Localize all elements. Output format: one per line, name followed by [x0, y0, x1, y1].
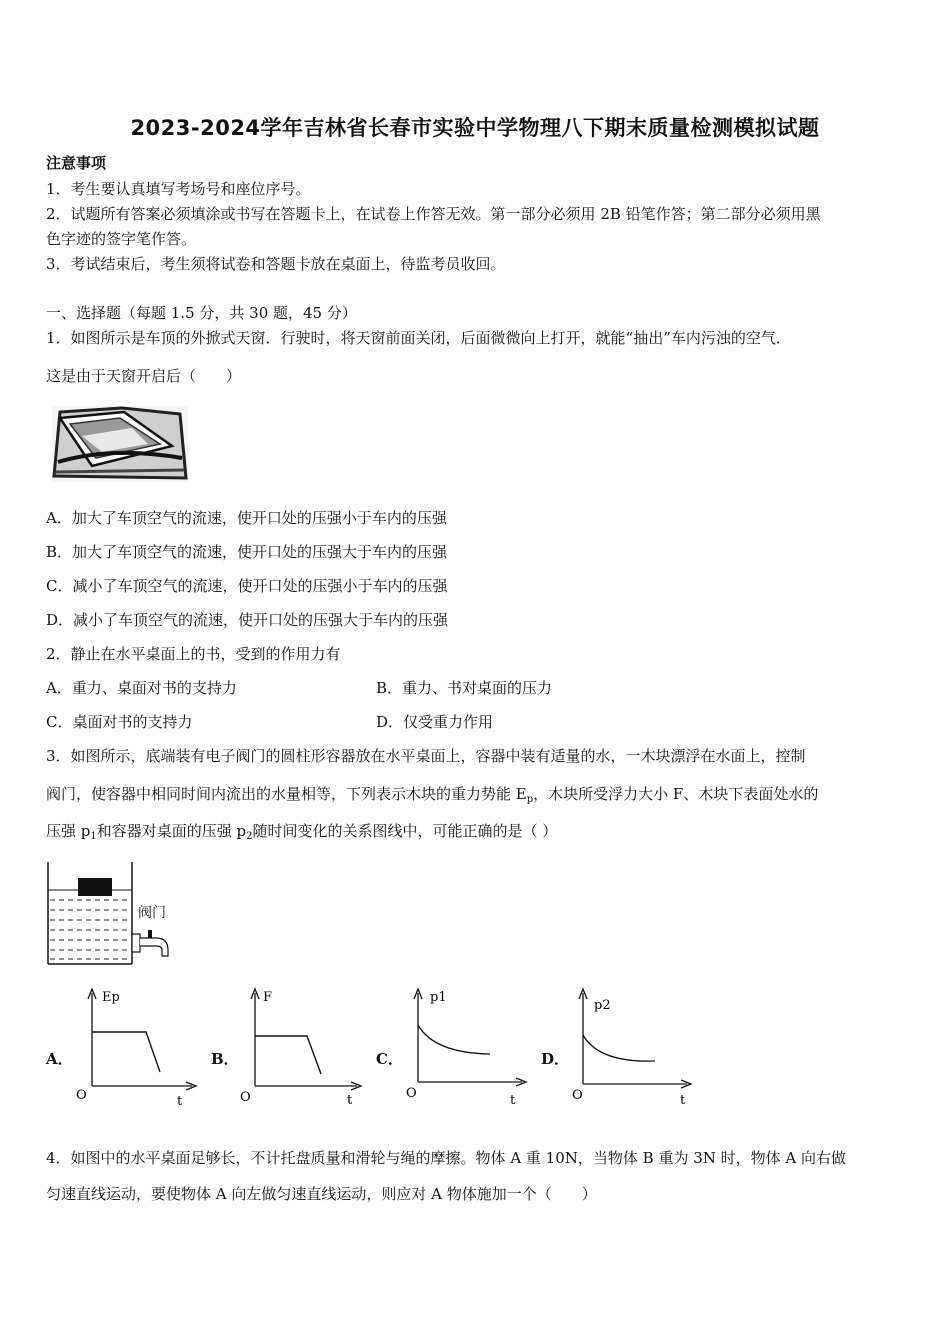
- graph-d-origin: O: [572, 1088, 583, 1103]
- notice-item: 2．试题所有答案必须填涂或书写在答题卡上，在试卷上作答无效。第一部分必须用 2B 铅笔作答；第二部分必须用黑: [46, 205, 821, 223]
- graph-b-option: B．: [211, 1050, 239, 1068]
- graph-b-xlabel: t: [347, 1093, 353, 1108]
- graph-c-option: C．: [376, 1050, 403, 1068]
- sunroof-image: [52, 406, 188, 482]
- q3-stem: 压强 $p_1$和容器对桌面的压强 $p_2$随时间变化的关系图线中，可能正确的是（ ）: [46, 822, 558, 842]
- graph-b: [239, 983, 369, 1108]
- graph-a: [74, 983, 204, 1108]
- graph-c-xlabel: t: [510, 1093, 516, 1108]
- graph-a-option: A．: [46, 1050, 73, 1068]
- q2-option-b: B．重力、书对桌面的压力: [376, 679, 553, 697]
- q1-option-a: A．加大了车顶空气的流速，使开口处的压强小于车内的压强: [46, 509, 447, 527]
- q2-stem: 2．静止在水平桌面上的书，受到的作用力有: [46, 645, 341, 663]
- q1-option-d: D．减小了车顶空气的流速，使开口处的压强大于车内的压强: [46, 611, 449, 629]
- graph-c-origin: O: [406, 1086, 417, 1101]
- graph-b-ylabel: F: [263, 990, 273, 1005]
- q1-stem: 这是由于天窗开启后（ ）: [46, 367, 242, 385]
- graph-a-origin: O: [76, 1088, 87, 1103]
- q4-stem: 匀速直线运动，要使物体 A 向左做匀速直线运动，则应对 A 物体施加一个（ ）: [46, 1185, 597, 1203]
- notice-item: 3．考试结束后，考生须将试卷和答题卡放在桌面上，待监考员收回。: [46, 255, 506, 273]
- graph-b-origin: O: [240, 1090, 251, 1105]
- section-heading: 一、选择题（每题 1.5 分，共 30 题，45 分）: [46, 304, 357, 322]
- graph-c: [404, 983, 534, 1108]
- graph-a-xlabel: t: [177, 1094, 183, 1109]
- graph-d: [569, 983, 699, 1108]
- q1-option-b: B．加大了车顶空气的流速，使开口处的压强大于车内的压强: [46, 543, 448, 561]
- graph-c-ylabel: p1: [430, 990, 447, 1005]
- graph-d-ylabel: p2: [594, 998, 611, 1013]
- valve-label: 阀门: [138, 905, 166, 921]
- q1-stem: 1．如图所示是车顶的外掀式天窗．行驶时，将天窗前面关闭，后面微微向上打开，就能“抽出”车内污浊的空气．: [46, 329, 791, 347]
- graph-a-ylabel: Ep: [102, 990, 120, 1005]
- notice-item: 1．考生要认真填写考场号和座位序号。: [46, 180, 311, 198]
- q1-option-c: C．减小了车顶空气的流速，使开口处的压强小于车内的压强: [46, 577, 448, 595]
- notice-heading: 注意事项: [46, 154, 107, 172]
- q3-stem: 3．如图所示，底端装有电子阀门的圆柱形容器放在水平桌面上，容器中装有适量的水，一木块漂浮在水面上，控制: [46, 747, 806, 765]
- page-title: 2023-2024学年吉林省长春市实验中学物理八下期末质量检测模拟试题: [130, 116, 820, 140]
- graph-d-option: D．: [541, 1050, 570, 1068]
- q2-option-a: A．重力、桌面对书的支持力: [46, 679, 237, 697]
- graph-d-xlabel: t: [680, 1093, 686, 1108]
- q4-stem: 4．如图中的水平桌面足够长，不计托盘质量和滑轮与绳的摩擦。物体 A 重 10N，当物体 B 重为 3N 时，物体 A 向右做: [46, 1149, 847, 1167]
- q3-stem: 阀门，使容器中相同时间内流出的水量相等，下列表示木块的重力势能 $E_p$，木块所受浮力大小 F、木块下表面处水的: [46, 785, 819, 805]
- q2-option-d: D．仅受重力作用: [376, 713, 494, 731]
- notice-item: 色字迹的签字笔作答。: [46, 230, 197, 248]
- q2-option-c: C．桌面对书的支持力: [46, 713, 193, 731]
